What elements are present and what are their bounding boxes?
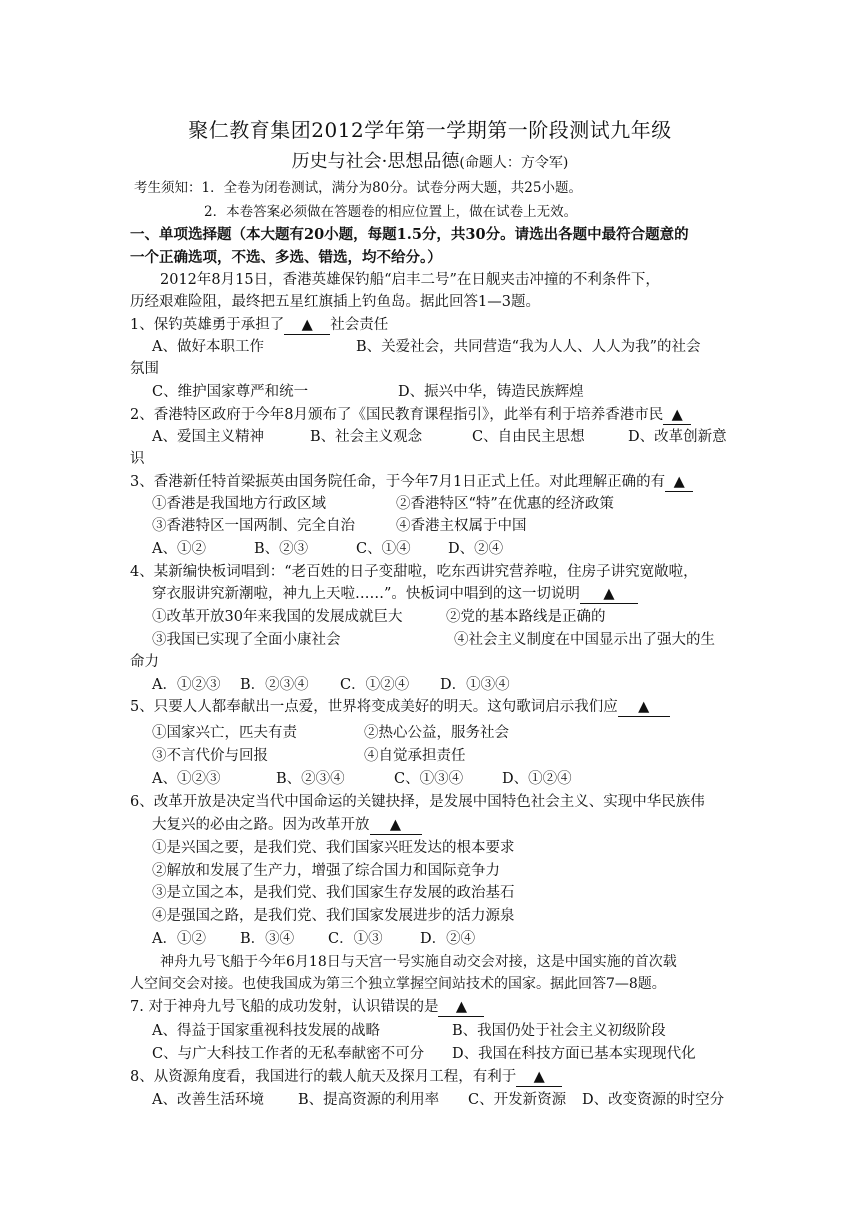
- question-1-option-c: C、维护国家尊严和统一: [152, 384, 309, 400]
- question-6-option-d: D．②④: [420, 931, 476, 947]
- question-8-text: 8、从资源角度看，我国进行的载人航天及探月工程，有利于: [130, 1069, 517, 1085]
- page-title: 聚仁教育集团2012学年第一学期第一阶段测试九年级: [188, 118, 672, 142]
- passage-2-line-1: 神舟九号飞船于今年6月18日与天宫一号实施自动交会对接，这是中国实施的首次载: [160, 954, 677, 970]
- question-2-option-d: D、改革创新意: [628, 429, 727, 445]
- question-6-statement-3: ③是立国之本，是我们党、我们国家生存发展的政治基石: [152, 885, 515, 901]
- question-7-option-d: D、我国在科技方面已基本实现现代化: [452, 1046, 696, 1062]
- question-1-text-a: 1、保钓英雄勇于承担了: [130, 317, 285, 333]
- question-3-statement-3: ③香港特区一国两制、完全自治: [152, 518, 355, 534]
- question-8-option-b: B、提高资源的利用率: [298, 1092, 440, 1108]
- question-2-stem: [130, 405, 691, 425]
- passage-2-line-2: 人空间交会对接。也使我国成为第三个独立掌握空间站技术的国家。据此回答7—8题。: [130, 976, 666, 992]
- question-3-stem: [130, 472, 693, 492]
- question-2-option-a: A、爱国主义精神: [152, 429, 264, 445]
- answer-blank: ▲: [618, 699, 670, 717]
- question-4-option-c: C．①②④: [340, 677, 410, 693]
- answer-blank: ▲: [284, 317, 330, 335]
- question-1-option-b-cont: 氛围: [130, 361, 159, 377]
- question-1-option-a: A、做好本职工作: [152, 339, 264, 355]
- subject-title: [0, 149, 860, 176]
- question-2-option-b: B、社会主义观念: [310, 429, 423, 445]
- question-5-statement-2: ②热心公益，服务社会: [364, 725, 509, 741]
- question-6-statement-1: ①是兴国之要，是我们党、我们国家兴旺发达的根本要求: [152, 840, 515, 856]
- question-6-statement-4: ④是强国之路，是我们党、我们国家发展进步的活力源泉: [152, 908, 515, 924]
- question-7-stem: [130, 997, 484, 1017]
- question-8-stem: [130, 1067, 562, 1087]
- question-4-statement-2: ②党的基本路线是正确的: [446, 609, 606, 625]
- question-6-stem-1: 6、改革开放是决定当代中国命运的关键抉择，是发展中国特色社会主义、实现中华民族伟: [130, 794, 705, 810]
- question-7-option-b: B、我国仍处于社会主义初级阶段: [452, 1023, 666, 1039]
- question-5-statement-3: ③不言代价与回报: [152, 748, 268, 764]
- question-3-option-d: D、②④: [448, 541, 504, 557]
- question-5-option-b: B、②③④: [276, 771, 345, 787]
- question-8-option-a: A、改善生活环境: [152, 1092, 264, 1108]
- question-4-option-b: B．②③④: [240, 677, 309, 693]
- question-6-text: 大复兴的必由之路。因为改革开放: [152, 817, 370, 833]
- question-4-text: 穿衣服讲究新潮啦，神九上天啦……”。快板词中唱到的这一切说明: [152, 586, 580, 602]
- question-4-statement-3: ③我国已实现了全面小康社会: [152, 632, 341, 648]
- answer-blank: ▲: [663, 407, 691, 425]
- question-3-statement-1: ①香港是我国地方行政区域: [152, 496, 326, 512]
- question-5-stem: [130, 697, 670, 717]
- question-2-option-d-cont: 识: [130, 451, 145, 467]
- question-4-option-d: D．①③④: [440, 677, 510, 693]
- question-3-option-b: B、②③: [254, 541, 309, 557]
- notice-line-2: 2．本卷答案必须做在答题卷的相应位置上，做在试卷上无效。: [204, 204, 578, 220]
- answer-blank: ▲: [580, 586, 638, 604]
- section-heading-line-1: 一、单项选择题（本大题有20小题，每题1.5分，共30分。请选出各题中最符合题意的: [130, 226, 689, 243]
- question-6-option-b: B．③④: [240, 931, 295, 947]
- notice-line-1: 考生须知：1．全卷为闭卷测试，满分为80分。试卷分两大题，共25小题。: [134, 180, 582, 196]
- question-5-text: 5、只要人人都奉献出一点爱，世界将变成美好的明天。这句歌词启示我们应: [130, 699, 618, 715]
- question-4-stem-1: 4、某新编快板词唱到：“老百姓的日子变甜啦，吃东西讲究营养啦，住房子讲究宽敞啦，: [130, 564, 698, 580]
- question-6-stem-2: [152, 815, 422, 835]
- question-5-option-a: A、①②③: [152, 771, 221, 787]
- question-6-option-a: A．①②: [152, 931, 206, 947]
- question-2-option-c: C、自由民主思想: [472, 429, 585, 445]
- question-4-statement-4: ④社会主义制度在中国显示出了强大的生: [454, 632, 715, 648]
- question-8-option-c: C、开发新资源: [468, 1092, 567, 1108]
- question-5-statement-4: ④自觉承担责任: [364, 748, 466, 764]
- question-7-option-c: C、与广大科技工作者的无私奉献密不可分: [152, 1046, 425, 1062]
- question-6-option-c: C．①③: [328, 931, 383, 947]
- question-1-option-d: D、振兴中华，铸造民族辉煌: [398, 384, 584, 400]
- question-7-option-a: A、得益于国家重视科技发展的战略: [152, 1023, 380, 1039]
- question-3-option-c: C、①④: [356, 541, 411, 557]
- answer-blank: ▲: [665, 474, 693, 492]
- question-2-text: 2、香港特区政府于今年8月颁布了《国民教育课程指引》，此举有利于培养香港市民: [130, 407, 664, 423]
- passage-1-line-2: 历经艰难险阻，最终把五星红旗插上钓鱼岛。据此回答1—3题。: [130, 294, 540, 310]
- question-5-statement-1: ①国家兴亡，匹夫有责: [152, 725, 297, 741]
- answer-blank: ▲: [438, 999, 484, 1017]
- question-3-statement-2: ②香港特区“特”在优惠的经济政策: [396, 496, 614, 512]
- question-3-option-a: A、①②: [152, 541, 206, 557]
- question-4-statement-4-cont: 命力: [130, 654, 159, 670]
- question-7-text: 7. 对于神舟九号飞船的成功发射，认识错误的是: [130, 999, 439, 1015]
- question-3-text: 3、香港新任特首梁振英由国务院任命，于今年7月1日正式上任。对此理解正确的有: [130, 474, 666, 490]
- subject-name: 历史与社会·思想品德: [291, 151, 460, 172]
- question-1-text-b: 社会责任: [330, 317, 389, 333]
- question-6-statement-2: ②解放和发展了生产力，增强了综合国力和国际竞争力: [152, 863, 500, 879]
- question-4-statement-1: ①改革开放30年来我国的发展成就巨大: [152, 609, 403, 625]
- question-5-option-d: D、①②④: [502, 771, 572, 787]
- question-5-option-c: C、①③④: [394, 771, 464, 787]
- section-heading-line-2: 一个正确选项，不选、多选、错选，均不给分。）: [130, 249, 442, 266]
- question-8-option-d: D、改变资源的时空分: [582, 1092, 725, 1108]
- author-note: (命题人：方令军): [459, 155, 569, 171]
- answer-blank: ▲: [370, 817, 422, 835]
- question-1-stem: [130, 315, 388, 335]
- passage-1-line-1: 2012年8月15日，香港英雄保钓船“启丰二号”在日舰夹击冲撞的不利条件下，: [160, 272, 660, 288]
- question-4-stem-2: [152, 584, 638, 604]
- answer-blank: ▲: [516, 1069, 562, 1087]
- question-3-statement-4: ④香港主权属于中国: [396, 518, 527, 534]
- question-4-option-a: A．①②③: [152, 677, 221, 693]
- question-1-option-b: B、关爱社会，共同营造“我为人人、人人为我”的社会: [356, 339, 701, 355]
